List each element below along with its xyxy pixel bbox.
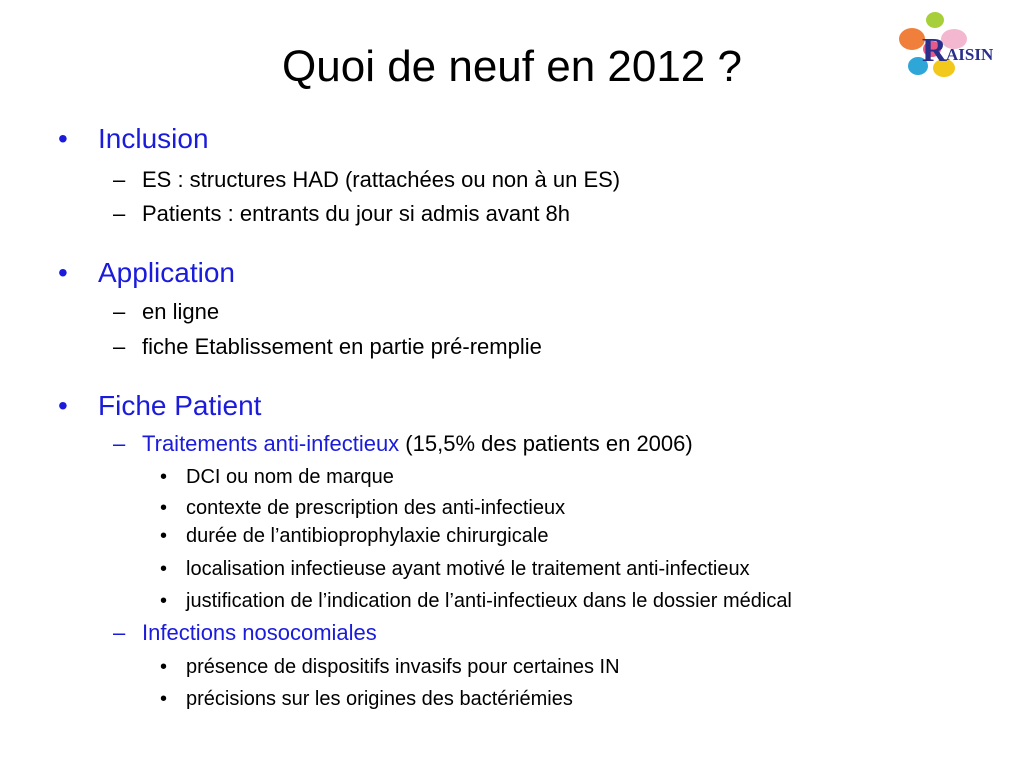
subitem-text: en ligne (142, 299, 220, 324)
raisin-logo (896, 8, 1018, 82)
subitem-label: Traitements anti-infectieux (142, 431, 400, 456)
bullet-marker: • (160, 497, 168, 519)
bullet-marker: • (160, 558, 168, 580)
raisin-logo-icon (896, 8, 1018, 82)
subitem-text: Patients : entrants du jour si admis avant 8h (142, 201, 571, 226)
subitem-text (142, 430, 693, 458)
sub-subitem-text: DCI ou nom de marque (186, 466, 394, 488)
sub-subitem-text: durée de l’antibioprophylaxie chirurgicale (186, 525, 549, 547)
logo-letters-aisin: AISIN (946, 45, 994, 64)
bullet-marker: • (160, 688, 168, 710)
sub-subitem-text: présence de dispositifs invasifs pour certaines IN (186, 656, 620, 678)
subitem-label: Infections nosocomiales (142, 620, 377, 645)
bullet-marker: • (58, 257, 68, 288)
dash-marker: – (113, 334, 126, 359)
dash-marker: – (113, 299, 126, 324)
sub-subitem-text: contexte de prescription des anti-infectieux (186, 497, 566, 519)
section-heading: Inclusion (98, 123, 209, 154)
section-heading: Application (98, 257, 235, 288)
dash-marker: – (113, 431, 126, 456)
section-heading: Fiche Patient (98, 390, 262, 421)
bullet-marker: • (160, 525, 168, 547)
bullet-marker: • (58, 123, 68, 154)
subitem-detail: (15,5% des patients en 2006) (399, 431, 693, 456)
slide-title: Quoi de neuf en 2012 ? (282, 42, 742, 91)
dash-marker: – (113, 201, 126, 226)
subitem-text: fiche Etablissement en partie pré-remplie (142, 334, 542, 359)
bullet-marker: • (160, 590, 168, 612)
subitem-text: ES : structures HAD (rattachées ou non à un ES) (142, 167, 621, 192)
bullet-marker: • (58, 390, 68, 421)
dash-marker: – (113, 620, 126, 645)
dash-marker: – (113, 167, 126, 192)
bullet-marker: • (160, 656, 168, 678)
sub-subitem-text: localisation infectieuse ayant motivé le traitement anti-infectieux (186, 558, 750, 580)
bullet-marker: • (160, 466, 168, 488)
sub-subitem-text: précisions sur les origines des bactériémies (186, 688, 573, 710)
sub-subitem-text: justification de l’indication de l’anti-infectieux dans le dossier médical (186, 590, 792, 612)
logo-letter-r: R (922, 32, 947, 69)
